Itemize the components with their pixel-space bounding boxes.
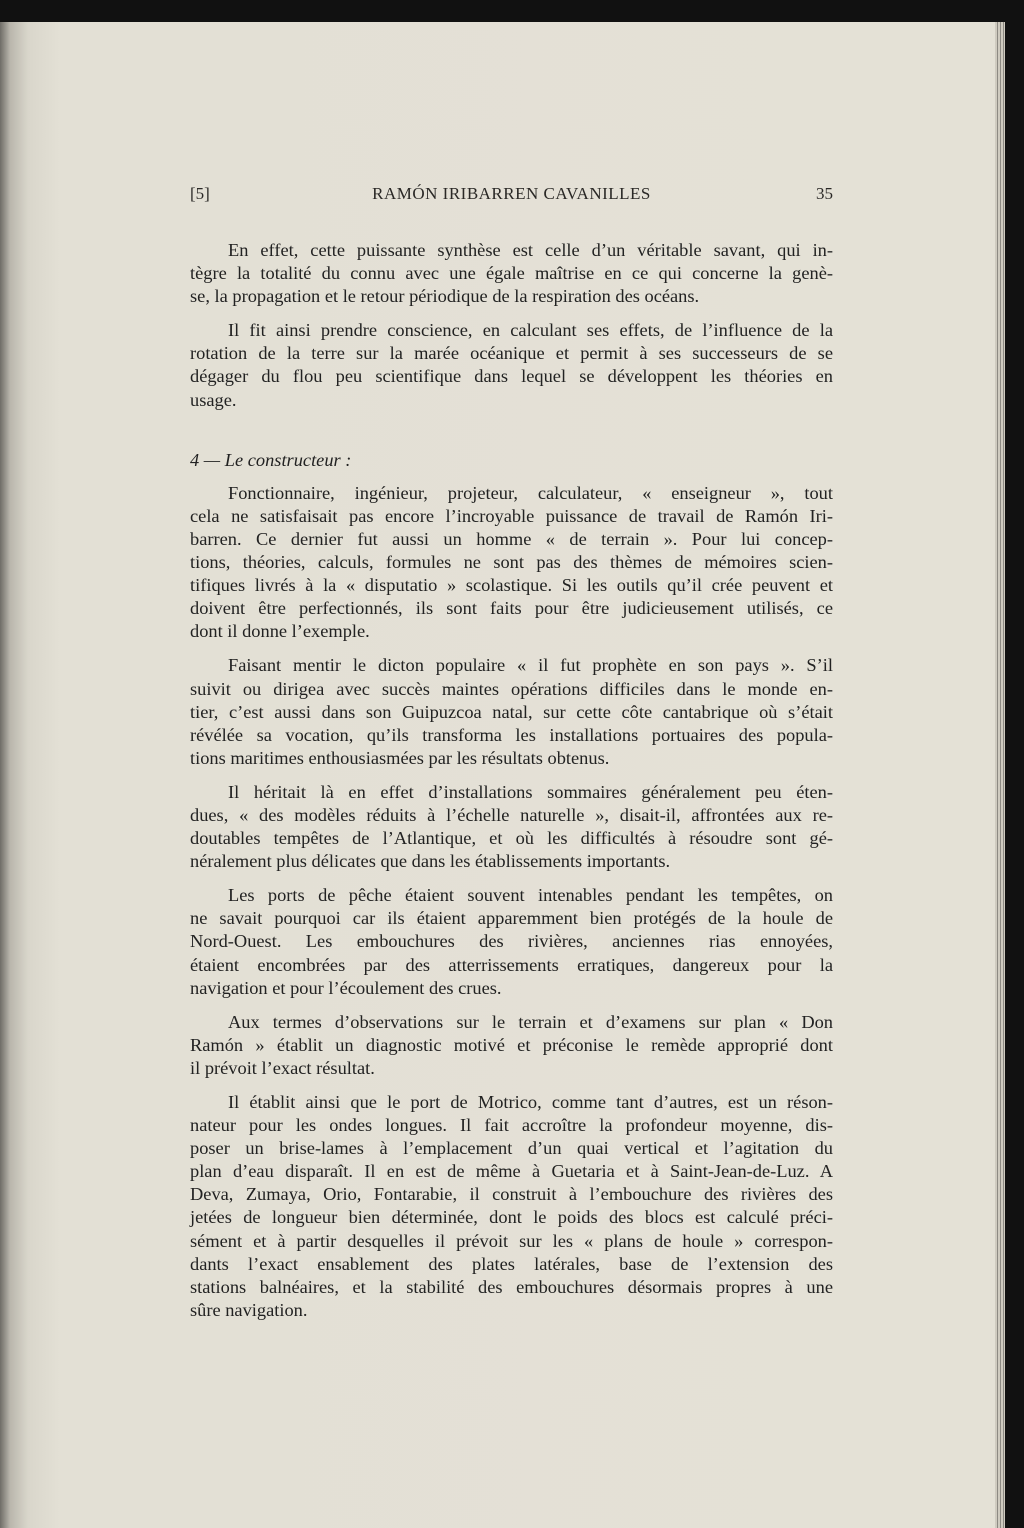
text-line: nateur pour les ondes longues. Il fait accroître la profondeur moyenne, dis- [190, 1115, 833, 1136]
text-line: dants l’exact ensablement des plates latérales, base de l’extension des [190, 1253, 833, 1274]
section-heading: 4 — Le constructeur : [190, 449, 352, 470]
text-line: sément et à partir desquelles il prévoit sur les « plans de houle » correspon- [190, 1230, 833, 1251]
page-edge [995, 22, 1005, 1528]
paragraph [190, 1011, 833, 1080]
text-line: tions maritimes enthousiasmées par les résultats obtenus. [190, 747, 610, 768]
text-line: doutables tempêtes de l’Atlantique, et où les difficultés à résoudre sont gé- [190, 828, 833, 849]
text-line: usage. [190, 389, 237, 410]
text-line: étaient encombrées par des atterrissements erratiques, dangereux pour la [190, 954, 833, 975]
text-line: Ramón » établit un diagnostic motivé et préconise le remède approprié dont [190, 1034, 833, 1055]
page-number: 35 [816, 184, 833, 203]
section-number: [5] [190, 184, 210, 203]
text-line: tions, théories, calculs, formules ne sont pas des thèmes de mémoires scien- [190, 552, 833, 573]
text-line: poser un brise-lames à l’emplacement d’un quai vertical et l’agitation du [190, 1138, 833, 1159]
text-line: Il établit ainsi que le port de Motrico, comme tant d’autres, est un réson- [228, 1092, 833, 1112]
paragraph [190, 884, 833, 999]
text-line: stations balnéaires, et la stabilité des embouchures désormais propres à une [190, 1276, 833, 1297]
paragraph [190, 482, 833, 644]
text-line: Faisant mentir le dicton populaire « il fut prophète en son pays ». S’il [228, 655, 833, 676]
text-line: il prévoit l’exact résultat. [190, 1057, 375, 1078]
text-line: dont il donne l’exemple. [190, 621, 370, 642]
text-line: doivent être perfectionnés, ils sont faits pour être judicieusement utilisés, ce [190, 598, 833, 619]
text-line: Nord-Ouest. Les embouchures des rivières, anciennes rias ennoyées, [190, 931, 833, 952]
text-line: Aux termes d’observations sur le terrain et d’examens sur plan « Don [228, 1011, 833, 1032]
paragraph [190, 319, 833, 411]
text-line: plan d’eau disparaît. Il en est de même à Guetaria et à Saint-Jean-de-Luz. A [190, 1161, 833, 1182]
text-line: sûre navigation. [190, 1299, 308, 1320]
running-title: RAMÓN IRIBARREN CAVANILLES [372, 184, 651, 203]
text-line: cela ne satisfaisait pas encore l’incroyable puissance de travail de Ramón Iri- [190, 505, 833, 526]
text-line: En effet, cette puissante synthèse est celle d’un véritable savant, qui in- [228, 240, 833, 260]
text-line: jetées de longueur bien déterminée, dont le poids des blocs est calculé préci- [190, 1207, 833, 1228]
text-line: dues, « des modèles réduits à l’échelle naturelle », disait-il, affrontées aux re- [190, 804, 833, 825]
text-line: suivit ou dirigea avec succès maintes opérations difficiles dans le monde en- [190, 678, 833, 699]
text-line: tègre la totalité du connu avec une égale maîtrise en ce qui concerne la genè- [190, 263, 833, 284]
paragraph [190, 654, 833, 769]
text-line: se, la propagation et le retour périodique de la respiration des océans. [190, 286, 700, 307]
text-line: dégager du flou peu scientifique dans lequel se développent les théories en [190, 366, 833, 387]
text-line: Il héritait là en effet d’installations sommaires généralement peu éten- [228, 781, 833, 802]
text-line: Fonctionnaire, ingénieur, projeteur, calculateur, « enseigneur », tout [228, 482, 833, 503]
text-line: ne savait pourquoi car ils étaient apparemment bien protégés de la houle de [190, 908, 833, 929]
text-line: rotation de la terre sur la marée océanique et permit à ses successeurs de se [190, 343, 833, 364]
text-line: tifiques livrés à la « disputatio » scolastique. Si les outils qu’il crée peuvent et [190, 575, 833, 596]
text-line: tier, c’est aussi dans son Guipuzcoa natal, sur cette côte cantabrique où s’était [190, 701, 833, 722]
text-line: néralement plus délicates que dans les établissements importants. [190, 851, 671, 872]
text-line: Il fit ainsi prendre conscience, en calculant ses effets, de l’influence de la [228, 320, 833, 341]
text-line: Les ports de pêche étaient souvent intenables pendant les tempêtes, on [228, 885, 833, 906]
running-header [190, 184, 833, 208]
paragraph [190, 1091, 833, 1322]
text-line: révélée sa vocation, qu’ils transforma les installations portuaires des popula- [190, 724, 833, 745]
text-line: barren. Ce dernier fut aussi un homme « de terrain ». Pour lui concep- [190, 528, 833, 549]
paragraph [190, 239, 833, 308]
paragraph [190, 781, 833, 873]
text-line: Deva, Zumaya, Orio, Fontarabie, il construit à l’embouchure des rivières des [190, 1184, 833, 1205]
body-text [190, 239, 833, 1333]
text-line: navigation et pour l’écoulement des crues. [190, 977, 502, 998]
